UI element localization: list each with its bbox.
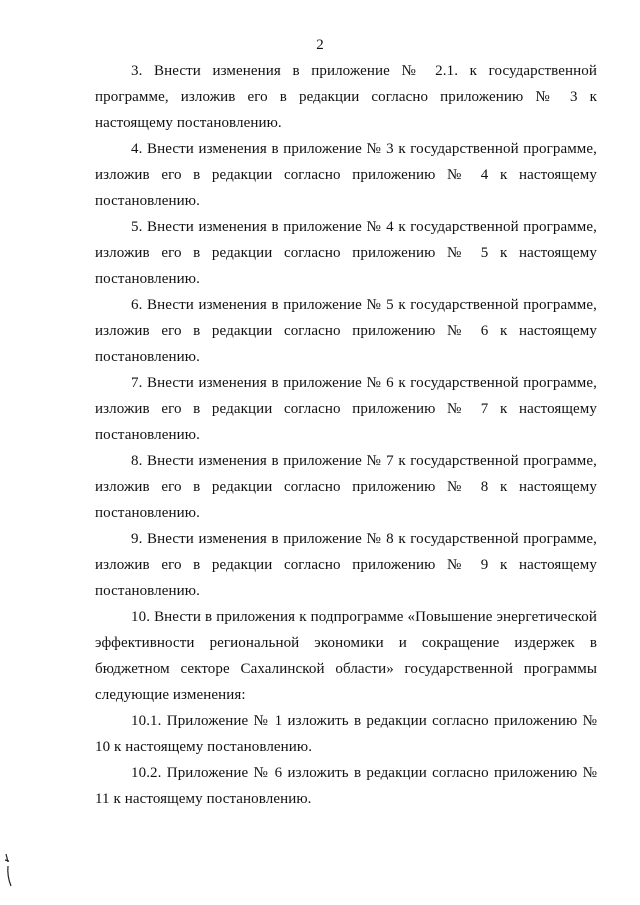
paragraph-item-4: 4. Внести изменения в приложение № 3 к государственной программе, изложив его в редакции согласно приложению № 4 к настоящему постановлению.	[95, 141, 597, 209]
document-body	[95, 58, 597, 812]
paragraph-item-7: 7. Внести изменения в приложение № 6 к государственной программе, изложив его в редакции согласно приложению № 7 к настоящему постановлению.	[95, 375, 597, 443]
paragraph-item-10-1: 10.1. Приложение № 1 изложить в редакции согласно приложению № 10 к настоящему постановлению.	[95, 713, 597, 755]
paragraph-item-9: 9. Внести изменения в приложение № 8 к государственной программе, изложив его в редакции согласно приложению № 9 к настоящему постановлению.	[95, 531, 597, 599]
paragraph-item-3: 3. Внести изменения в приложение № 2.1. к государственной программе, изложив его в редакции согласно приложению № 3 к настоящему постановлению.	[95, 63, 597, 131]
paragraph-item-10-2: 10.2. Приложение № 6 изложить в редакции согласно приложению № 11 к настоящему постановлению.	[95, 765, 597, 807]
paragraph-item-10: 10. Внести в приложения к подпрограмме «Повышение энергетической эффективности региональной экономики и сокращение издержек в бюджетном секторе Сахалинской области» государственной программы следующие изменения:	[95, 609, 597, 703]
paragraph-item-6: 6. Внести изменения в приложение № 5 к государственной программе, изложив его в редакции согласно приложению № 6 к настоящему постановлению.	[95, 297, 597, 365]
paragraph-item-8: 8. Внести изменения в приложение № 7 к государственной программе, изложив его в редакции согласно приложению № 8 к настоящему постановлению.	[95, 453, 597, 521]
page-number: 2	[316, 37, 324, 53]
scan-margin-mark	[2, 852, 14, 892]
paragraph-item-5: 5. Внести изменения в приложение № 4 к государственной программе, изложив его в редакции согласно приложению № 5 к настоящему постановлению.	[95, 219, 597, 287]
